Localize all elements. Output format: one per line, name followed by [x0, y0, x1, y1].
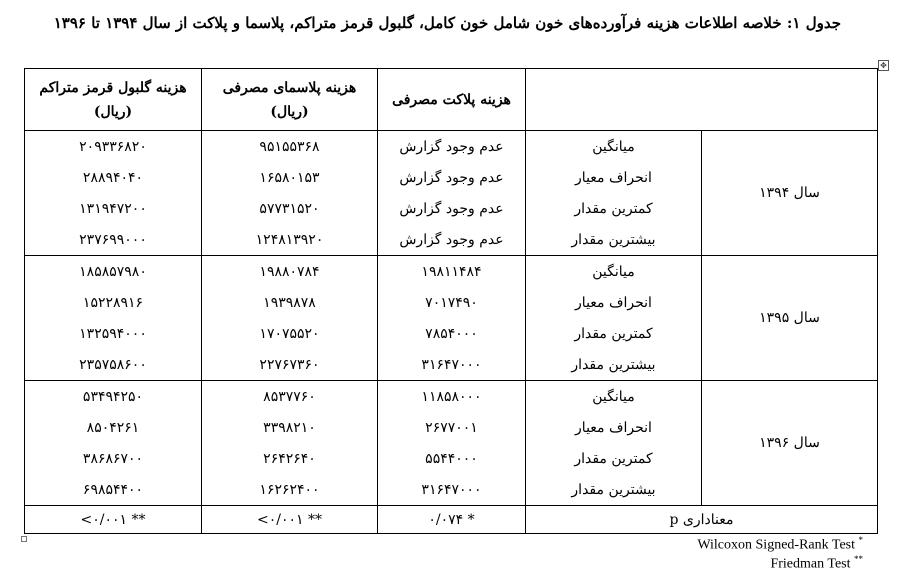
rbc-cell: ۲۸۸۹۴۰۴۰	[25, 162, 202, 193]
move-handle-icon[interactable]: ✥	[878, 60, 889, 71]
rbc-cell: ۶۹۸۵۴۴۰۰	[25, 474, 202, 506]
footnote-wilcoxon-mark: *	[858, 535, 863, 545]
rbc-cell: ۵۳۴۹۴۲۵۰	[25, 381, 202, 413]
stat-cell: بیشترین مقدار	[526, 474, 702, 506]
plasma-cell: ۲۶۴۲۶۴۰	[202, 443, 378, 474]
plasma-cell: ۱۹۸۸۰۷۸۴	[202, 256, 378, 288]
rbc-cell: ۲۳۷۶۹۹۰۰۰	[25, 224, 202, 256]
platelet-cell: ۲۶۷۷۰۰۱	[378, 412, 526, 443]
footnote-friedman-mark: **	[854, 554, 863, 564]
table-resize-handle[interactable]	[21, 536, 27, 542]
platelet-cell: ۱۱۸۵۸۰۰۰	[378, 381, 526, 413]
plasma-cell: ۱۲۴۸۱۳۹۲۰	[202, 224, 378, 256]
significance-row	[25, 506, 878, 534]
table-row	[25, 256, 878, 288]
year-cell: سال ۱۳۹۴	[702, 131, 878, 256]
platelet-cell: ۵۵۴۴۰۰۰	[378, 443, 526, 474]
header-empty-cell	[526, 69, 878, 131]
platelet-cell: ۷۸۵۴۰۰۰	[378, 318, 526, 349]
stat-cell: میانگین	[526, 381, 702, 413]
platelet-cell: عدم وجود گزارش	[378, 162, 526, 193]
header-rbc-unit: (ریال)	[93, 103, 133, 120]
plasma-cell: ۱۹۳۹۸۷۸	[202, 287, 378, 318]
platelet-cell: عدم وجود گزارش	[378, 193, 526, 224]
rbc-cell: ۲۳۵۷۵۸۶۰۰	[25, 349, 202, 381]
rbc-p-value: ** ۰/۰۰۱>	[25, 506, 202, 534]
stat-cell: کمترین مقدار	[526, 318, 702, 349]
stat-cell: انحراف معیار	[526, 162, 702, 193]
stat-cell: انحراف معیار	[526, 287, 702, 318]
rbc-cell: ۱۳۱۹۴۷۲۰۰	[25, 193, 202, 224]
footnote-friedman-text: Friedman Test	[770, 556, 851, 572]
header-platelet: هزینه پلاکت مصرفی	[378, 69, 526, 131]
stat-cell: میانگین	[526, 131, 702, 163]
plasma-cell: ۱۶۵۸۰۱۵۳	[202, 162, 378, 193]
plasma-cell: ۱۶۲۶۲۴۰۰	[202, 474, 378, 506]
stat-cell: کمترین مقدار	[526, 443, 702, 474]
header-plasma	[202, 69, 378, 131]
footnote-wilcoxon-text: Wilcoxon Signed-Rank Test	[697, 537, 855, 553]
rbc-cell: ۱۵۲۲۸۹۱۶	[25, 287, 202, 318]
platelet-cell: عدم وجود گزارش	[378, 224, 526, 256]
rbc-cell: ۱۳۲۵۹۴۰۰۰	[25, 318, 202, 349]
table-row	[25, 131, 878, 163]
plasma-cell: ۳۳۹۸۲۱۰	[202, 412, 378, 443]
footnote-wilcoxon	[697, 535, 863, 554]
significance-label: معناداری p	[526, 506, 878, 534]
platelet-cell: ۳۱۶۴۷۰۰۰	[378, 474, 526, 506]
platelet-cell: ۳۱۶۴۷۰۰۰	[378, 349, 526, 381]
cost-summary-table	[24, 68, 878, 534]
plasma-cell: ۹۵۱۵۵۳۶۸	[202, 131, 378, 163]
rbc-cell: ۱۸۵۸۵۷۹۸۰	[25, 256, 202, 288]
year-cell: سال ۱۳۹۵	[702, 256, 878, 381]
platelet-cell: ۱۹۸۱۱۴۸۴	[378, 256, 526, 288]
stat-cell: کمترین مقدار	[526, 193, 702, 224]
header-rbc-line1: هزینه گلبول قرمز متراکم	[39, 79, 187, 96]
header-rbc	[25, 69, 202, 131]
rbc-cell: ۲۰۹۳۳۶۸۲۰	[25, 131, 202, 163]
plasma-cell: ۵۷۷۳۱۵۲۰	[202, 193, 378, 224]
stat-cell: بیشترین مقدار	[526, 349, 702, 381]
header-plasma-unit: (ریال)	[270, 103, 309, 120]
platelet-cell: عدم وجود گزارش	[378, 131, 526, 163]
header-plasma-line1: هزینه پلاسمای مصرفی	[222, 79, 357, 96]
plasma-p-value: ** ۰/۰۰۱>	[202, 506, 378, 534]
platelet-cell: ۷۰۱۷۴۹۰	[378, 287, 526, 318]
table-row	[25, 381, 878, 413]
stat-cell: بیشترین مقدار	[526, 224, 702, 256]
rbc-cell: ۸۵۰۴۲۶۱	[25, 412, 202, 443]
platelet-p-value: * ۰/۰۷۴	[378, 506, 526, 534]
table-header-row	[25, 69, 878, 131]
plasma-cell: ۱۷۰۷۵۵۲۰	[202, 318, 378, 349]
plasma-cell: ۸۵۳۷۷۶۰	[202, 381, 378, 413]
table-caption: جدول ۱: خلاصه اطلاعات هزینه فرآورده‌های خون شامل خون کامل، گلبول قرمز متراکم، پلاسما و پلاکت از سال ۱۳۹۴ تا ۱۳۹۶	[53, 14, 841, 32]
stat-cell: انحراف معیار	[526, 412, 702, 443]
stat-cell: میانگین	[526, 256, 702, 288]
year-cell: سال ۱۳۹۶	[702, 381, 878, 506]
plasma-cell: ۲۲۷۶۷۳۶۰	[202, 349, 378, 381]
footnote-friedman	[770, 554, 863, 573]
rbc-cell: ۳۸۶۸۶۷۰۰	[25, 443, 202, 474]
